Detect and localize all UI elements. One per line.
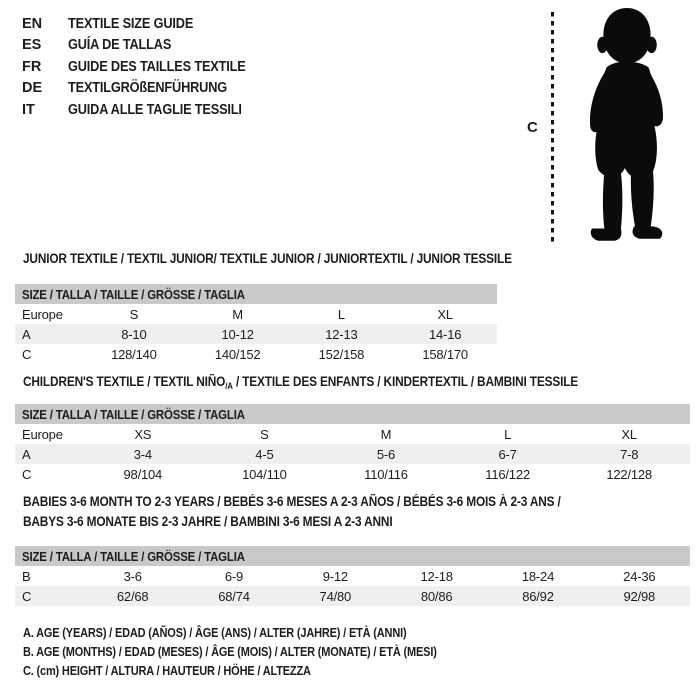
language-title: GUÍA DE TALLAS bbox=[68, 37, 172, 54]
size-cell: 18-24 bbox=[521, 568, 555, 584]
size-cell: 74/80 bbox=[319, 588, 352, 604]
size-cell: 68/74 bbox=[218, 588, 250, 604]
row-label: A bbox=[22, 446, 31, 462]
row-label: Europe bbox=[22, 426, 63, 442]
size-cell: 98/104 bbox=[123, 466, 163, 482]
size-cell: 86/92 bbox=[522, 588, 554, 604]
size-cell: 12-13 bbox=[325, 326, 358, 342]
size-cell: 140/152 bbox=[214, 346, 261, 362]
language-title: TEXTILE SIZE GUIDE bbox=[68, 15, 194, 32]
size-cell: 80/86 bbox=[420, 588, 453, 604]
footnote-text: C. (cm) HEIGHT / ALTURA / HAUTEUR / HÖHE / ALTEZZA bbox=[23, 664, 311, 678]
table-row-height bbox=[15, 464, 690, 484]
size-cell: 6-7 bbox=[498, 446, 517, 462]
size-cell: L bbox=[337, 306, 345, 322]
size-cell: 92/98 bbox=[623, 588, 656, 604]
size-cell: 7-8 bbox=[620, 446, 639, 462]
language-title-list bbox=[22, 13, 270, 121]
size-cell: XL bbox=[437, 306, 453, 322]
footnote-text: A. AGE (YEARS) / EDAD (AÑOS) / ÂGE (ANS) / ALTER (JAHRE) / ETÀ (ANNI) bbox=[23, 626, 407, 640]
size-cell: 104/110 bbox=[242, 466, 287, 482]
size-cell: M bbox=[380, 426, 392, 442]
size-cell: 8-10 bbox=[121, 326, 147, 342]
table-header-text: SIZE / TALLA / TAILLE / GRÖSSE / TAGLIA bbox=[22, 406, 245, 422]
language-code: ES bbox=[22, 37, 42, 54]
row-label: Europe bbox=[22, 306, 63, 322]
table-header-bar bbox=[15, 284, 497, 304]
table-header-text: SIZE / TALLA / TAILLE / GRÖSSE / TAGLIA bbox=[22, 286, 245, 302]
size-cell: 12-18 bbox=[420, 568, 453, 584]
size-cell: L bbox=[504, 426, 512, 442]
language-title: GUIDA ALLE TAGLIE TESSILI bbox=[68, 101, 242, 118]
size-cell: 10-12 bbox=[221, 326, 254, 342]
table-row-height bbox=[15, 344, 497, 364]
size-cell: 128/140 bbox=[111, 346, 157, 362]
table-header-text: SIZE / TALLA / TAILLE / GRÖSSE / TAGLIA bbox=[22, 548, 245, 564]
row-label: C bbox=[22, 588, 32, 604]
row-label: A bbox=[22, 326, 31, 342]
height-measure-dashed-line bbox=[551, 12, 554, 244]
footnote-text: B. AGE (MONTHS) / EDAD (MESES) / ÂGE (MOIS) / ALTER (MONATE) / ETÀ (MESI) bbox=[23, 645, 437, 659]
size-cell: 110/116 bbox=[364, 466, 408, 482]
language-row-es bbox=[22, 35, 270, 57]
size-cell: 9-12 bbox=[322, 568, 348, 584]
size-cell: 62/68 bbox=[116, 588, 149, 604]
footnote-legend bbox=[23, 626, 493, 683]
size-cell: 6-9 bbox=[224, 568, 244, 584]
language-row-en bbox=[22, 13, 270, 35]
size-cell: S bbox=[260, 426, 269, 442]
language-title: GUIDE DES TAILLES TEXTILE bbox=[68, 58, 246, 75]
table-row-months bbox=[15, 566, 690, 586]
footnote-c bbox=[23, 664, 493, 683]
table-header-bar bbox=[15, 404, 690, 424]
size-cell: 122/128 bbox=[606, 466, 652, 482]
size-cell: 14-16 bbox=[429, 326, 462, 342]
heading-text-line2: BABYS 3-6 MONATE BIS 2-3 JAHRE / BAMBINI 3-6 MESI A 2-3 ANNI bbox=[23, 514, 393, 529]
size-cell: 5-6 bbox=[376, 446, 396, 462]
heading-text-line1: BABIES 3-6 MONTH TO 2-3 YEARS / BEBÉS 3-6 MESES A 2-3 AÑOS / BÉBÉS 3-6 MOIS À 2-3 ANS / bbox=[23, 494, 561, 509]
size-cell: XL bbox=[621, 426, 637, 442]
section-heading-babies bbox=[23, 494, 634, 534]
table-row-age bbox=[15, 444, 690, 464]
language-code: DE bbox=[22, 80, 43, 97]
row-label: C bbox=[22, 466, 32, 482]
table-row-europe bbox=[15, 424, 690, 444]
language-row-de bbox=[22, 78, 270, 100]
size-cell: XS bbox=[134, 426, 152, 442]
size-cell: 152/158 bbox=[318, 346, 365, 362]
language-title: TEXTILGRÖßENFÜHRUNG bbox=[68, 80, 227, 97]
heading-text: CHILDREN'S TEXTILE / TEXTIL $NIÑO_{/A}$ / TEXTILE DES ENFANTS / KINDERTEXTIL / BAMBINI TESSILE bbox=[23, 374, 579, 391]
children-size-table bbox=[15, 404, 690, 484]
footnote-b bbox=[23, 645, 493, 664]
size-cell: M bbox=[232, 306, 243, 322]
size-cell: 3-6 bbox=[123, 568, 142, 584]
language-code: FR bbox=[22, 58, 42, 75]
heading-text: JUNIOR TEXTILE / TEXTIL JUNIOR/ TEXTILE JUNIOR / JUNIORTEXTIL / JUNIOR TESSILE bbox=[23, 251, 512, 266]
table-header-bar bbox=[15, 546, 690, 566]
language-row-it bbox=[22, 99, 270, 121]
size-cell: S bbox=[129, 306, 139, 322]
table-row-europe bbox=[15, 304, 497, 324]
section-heading-junior bbox=[23, 251, 578, 266]
babies-size-table bbox=[15, 546, 690, 606]
section-heading-children bbox=[23, 374, 654, 391]
size-cell: 3-4 bbox=[133, 446, 152, 462]
size-cell: 158/170 bbox=[422, 346, 468, 362]
heading-subscript: /A bbox=[225, 381, 233, 391]
language-row-fr bbox=[22, 56, 270, 78]
table-row-height bbox=[15, 586, 690, 606]
height-measure-label: C bbox=[527, 119, 538, 136]
junior-size-table bbox=[15, 284, 497, 364]
row-label: C bbox=[22, 346, 32, 362]
language-code: IT bbox=[22, 101, 35, 118]
footnote-a bbox=[23, 626, 493, 645]
row-label: B bbox=[22, 568, 31, 584]
size-cell: 24-36 bbox=[623, 568, 656, 584]
language-code: EN bbox=[22, 15, 43, 32]
toddler-silhouette bbox=[560, 6, 694, 250]
size-cell: 4-5 bbox=[255, 446, 274, 462]
table-row-age bbox=[15, 324, 497, 344]
size-cell: 116/122 bbox=[485, 466, 530, 482]
